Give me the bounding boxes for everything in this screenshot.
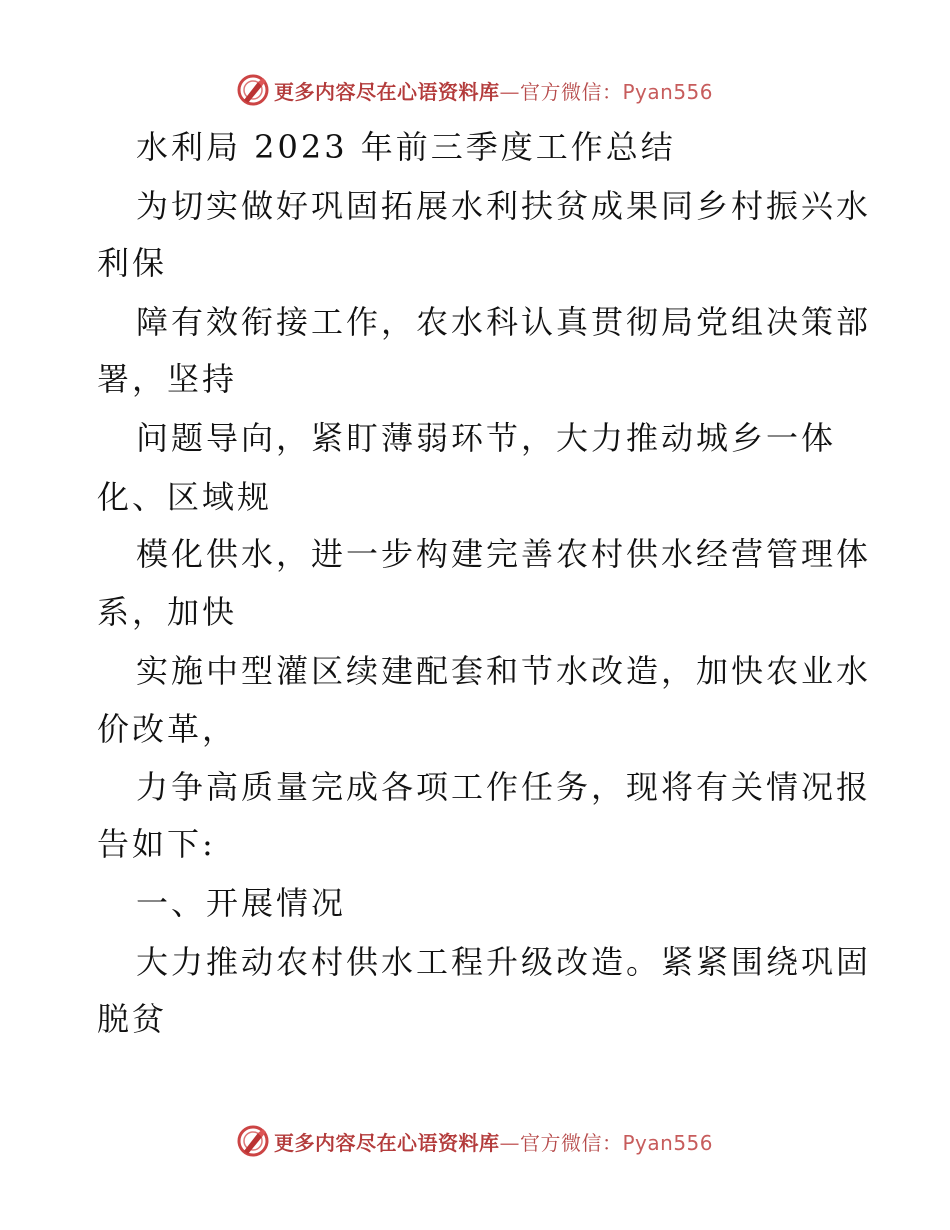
watermark-main-text: 更多内容尽在心语资料库 xyxy=(274,79,500,104)
watermark-separator: — xyxy=(499,1130,520,1155)
watermark-wechat-id: Pyan556 xyxy=(622,79,714,104)
watermark-text xyxy=(274,1127,713,1156)
text-line: 利保 xyxy=(97,244,168,282)
header-watermark xyxy=(236,72,713,108)
text-line: 模化供水，进一步构建完善农村供水经营管理体 xyxy=(136,535,872,573)
watermark-main-text: 更多内容尽在心语资料库 xyxy=(274,1130,500,1155)
watermark-text xyxy=(274,76,713,105)
text-line: 化、区域规 xyxy=(97,478,273,516)
watermark-separator: — xyxy=(499,79,520,104)
text-line: 署，坚持 xyxy=(97,360,238,398)
text-line: 系，加快 xyxy=(97,593,238,631)
watermark-wechat-label: 官方微信： xyxy=(520,1130,623,1155)
text-line: 告如下: xyxy=(97,825,216,863)
text-line: 力争高质量完成各项工作任务，现将有关情况报 xyxy=(136,768,872,806)
text-line: 大力推动农村供水工程升级改造。紧紧围绕巩固 xyxy=(136,943,872,981)
watermark-wechat-id: Pyan556 xyxy=(622,1130,714,1155)
pen-nib-logo-icon xyxy=(236,1124,270,1158)
section-heading: 一、开展情况 xyxy=(136,884,347,922)
pen-nib-logo-icon xyxy=(236,73,270,107)
footer-watermark xyxy=(236,1123,713,1159)
document-title: 水利局 2023 年前三季度工作总结 xyxy=(136,128,676,166)
text-line: 脱贫 xyxy=(97,1000,168,1038)
text-line: 问题导向，紧盯薄弱环节，大力推动城乡一体 xyxy=(136,419,837,457)
watermark-wechat-label: 官方微信： xyxy=(520,79,623,104)
text-line: 实施中型灌区续建配套和节水改造，加快农业水 xyxy=(136,652,872,690)
text-line: 价改革， xyxy=(97,710,238,748)
text-line: 障有效衔接工作，农水科认真贯彻局党组决策部 xyxy=(136,303,872,341)
text-line: 为切实做好巩固拓展水利扶贫成果同乡村振兴水 xyxy=(136,187,872,225)
